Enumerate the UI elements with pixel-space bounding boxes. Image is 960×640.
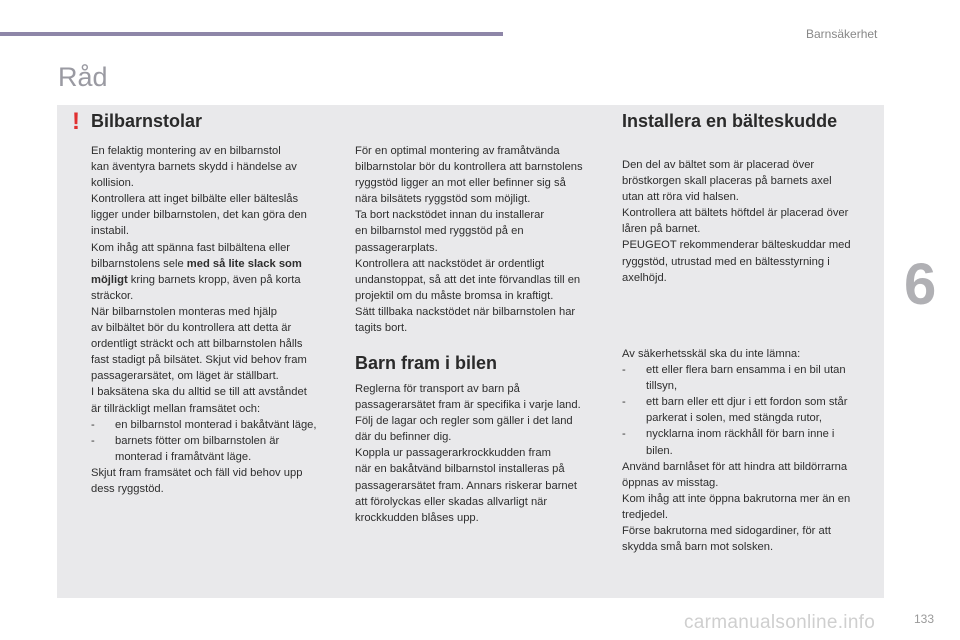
text-line: passagerarsätet fram är specifika i varje land. <box>355 399 581 412</box>
text-line: axelhöjd. <box>622 271 667 284</box>
list-item <box>91 417 346 433</box>
chapter-number: 6 <box>904 252 937 317</box>
list-text: nycklarna inom räckhåll för barn inne i <box>646 428 835 441</box>
text-line: ryggstöd, utrustad med en bältesstyrning i <box>622 255 830 268</box>
text-line: kan äventyra barnets skydd i händelse av <box>91 161 297 174</box>
text-line: Den del av bältet som är placerad över <box>622 159 815 171</box>
text-line: Kom ihåg att inte öppna bakrutorna mer än en <box>622 492 851 505</box>
text-line: bilbarnstolar bör du kontrollera att barnstolens <box>355 161 583 174</box>
list-text: en bilbarnstol monterad i bakåtvänt läge, <box>115 418 317 431</box>
list-dash: - <box>622 396 626 409</box>
text-line: där du befinner dig. <box>355 431 452 444</box>
text-line: passagerarplats. <box>355 241 438 254</box>
exclamation-icon: ! <box>72 108 80 135</box>
list-dash: - <box>622 428 626 441</box>
column-barn-fram <box>355 381 613 526</box>
text-run: bilbarnstolens sele <box>91 257 187 270</box>
text-line: Ta bort nackstödet innan du installerar <box>355 209 545 222</box>
text-line: Använd barnlåset för att hindra att bildörrarna <box>622 460 848 473</box>
text-line: När bilbarnstolen monteras med hjälp <box>91 305 277 318</box>
heading-balteskudde: Installera en bälteskudde <box>622 111 838 131</box>
text-line: tagits bort. <box>355 322 408 335</box>
text-line: Skjut fram framsätet och fäll vid behov upp <box>91 466 303 479</box>
text-line: är tillräckligt mellan framsätet och: <box>91 402 261 415</box>
text-line: dess ryggstöd. <box>91 482 164 495</box>
text-line: låren på barnet. <box>622 223 701 236</box>
list-text: tillsyn, <box>646 380 678 393</box>
text-line: Sätt tillbaka nackstödet när bilbarnstolen har <box>355 305 576 318</box>
list-text: monterad i framåtvänt läge. <box>115 450 252 463</box>
text-line: undanstoppat, så att det inte förvandlas till en <box>355 273 581 286</box>
text-line: ligger under bilbarnstolen, det kan göra den <box>91 209 307 222</box>
text-line: PEUGEOT rekommenderar bälteskuddar med <box>622 239 851 252</box>
text-line: passagerarsätet, om läget är ställbart. <box>91 370 279 383</box>
list-item <box>91 433 346 465</box>
text-line: ordentligt sträckt och att bilbarnstolen hålls <box>91 338 303 351</box>
text-line <box>91 272 346 288</box>
column-balteskudde <box>622 157 880 286</box>
list-dash: - <box>622 364 626 377</box>
text-line: I baksätena ska du alltid se till att avståndet <box>91 386 307 399</box>
list-text: barnets fötter om bilbarnstolen är <box>115 434 280 447</box>
text-line: när en bakåtvänd bilbarnstol installeras på <box>355 463 565 476</box>
text-line: Förse bakrutorna med sidogardiner, för att <box>622 525 831 538</box>
text-line: Koppla ur passagerarkrockkudden fram <box>355 447 551 460</box>
heading-barn-fram: Barn fram i bilen <box>355 353 498 373</box>
bold-text: med så lite slack som <box>186 257 302 270</box>
text-line: sträckor. <box>91 289 134 302</box>
text-line: Följ de lagar och regler som gäller i det land <box>355 415 573 428</box>
text-line: En felaktig montering av en bilbarnstol <box>91 145 281 157</box>
column-bilbarnstolar-1 <box>91 143 346 497</box>
text-line: Kontrollera att bältets höftdel är placerad över <box>622 207 849 220</box>
text-line: en bilbarnstol med ryggstöd på en <box>355 225 524 238</box>
text-line: Kontrollera att inget bilbälte eller bälteslås <box>91 193 299 206</box>
text-line: av bilbältet bör du kontrollera att detta är <box>91 322 292 335</box>
list-text: bilen. <box>646 444 673 457</box>
list-item <box>622 394 880 426</box>
text-line: Kom ihåg att spänna fast bilbältena eller <box>91 241 291 254</box>
text-line: kollision. <box>91 177 134 190</box>
text-line: Av säkerhetsskäl ska du inte lämna: <box>622 348 801 360</box>
list-item <box>622 362 880 394</box>
list-text: ett eller flera barn ensamma i en bil utan <box>646 364 846 377</box>
text-line: tredjedel. <box>622 508 669 521</box>
text-line: krockkudden blåses upp. <box>355 511 479 524</box>
list-dash: - <box>91 434 95 447</box>
section-label: Barnsäkerhet <box>806 27 878 41</box>
column-bilbarnstolar-2 <box>355 143 613 336</box>
text-line: skydda små barn mot solsken. <box>622 541 774 554</box>
watermark: carmanualsonline.info <box>684 612 876 633</box>
text-line: Kontrollera att nackstödet är ordentligt <box>355 257 545 270</box>
list-text: parkerat i solen, med stängda rutor, <box>646 412 822 425</box>
text-line: instabil. <box>91 225 129 238</box>
bold-text: möjligt <box>91 273 128 286</box>
list-text: ett barn eller ett djur i ett fordon som står <box>646 396 848 409</box>
list-dash: - <box>91 418 95 431</box>
text-line: utan att röra vid halsen. <box>622 191 739 204</box>
text-line: fast stadigt på bilsätet. Skjut vid behov fram <box>91 354 307 367</box>
text-line: projektil om du måste bromsa in kraftigt. <box>355 289 554 302</box>
text-line <box>91 256 346 272</box>
text-line: bröstkorgen skall placeras på barnets axel <box>622 175 832 188</box>
accent-bar <box>0 32 503 36</box>
text-line: nära bilsätets ryggstöd som möjligt. <box>355 193 531 206</box>
list-item <box>622 426 880 458</box>
text-run: kring barnets kropp, även på korta <box>127 273 301 286</box>
text-line: ryggstöd ligger an mot eller befinner sig så <box>355 177 566 190</box>
column-sakerhet <box>622 346 880 555</box>
page-title: Råd <box>58 62 108 92</box>
heading-bilbarnstolar: Bilbarnstolar <box>91 111 203 131</box>
text-line: Reglerna för transport av barn på <box>355 383 520 395</box>
text-line: öppnas av misstag. <box>622 476 719 489</box>
text-line: För en optimal montering av framåtvända <box>355 145 560 157</box>
text-line: passagerarsätet fram. Annars riskerar barnet <box>355 479 577 492</box>
page-number: 133 <box>914 612 935 626</box>
text-line: att förolyckas eller skadas allvarligt när <box>355 495 548 508</box>
